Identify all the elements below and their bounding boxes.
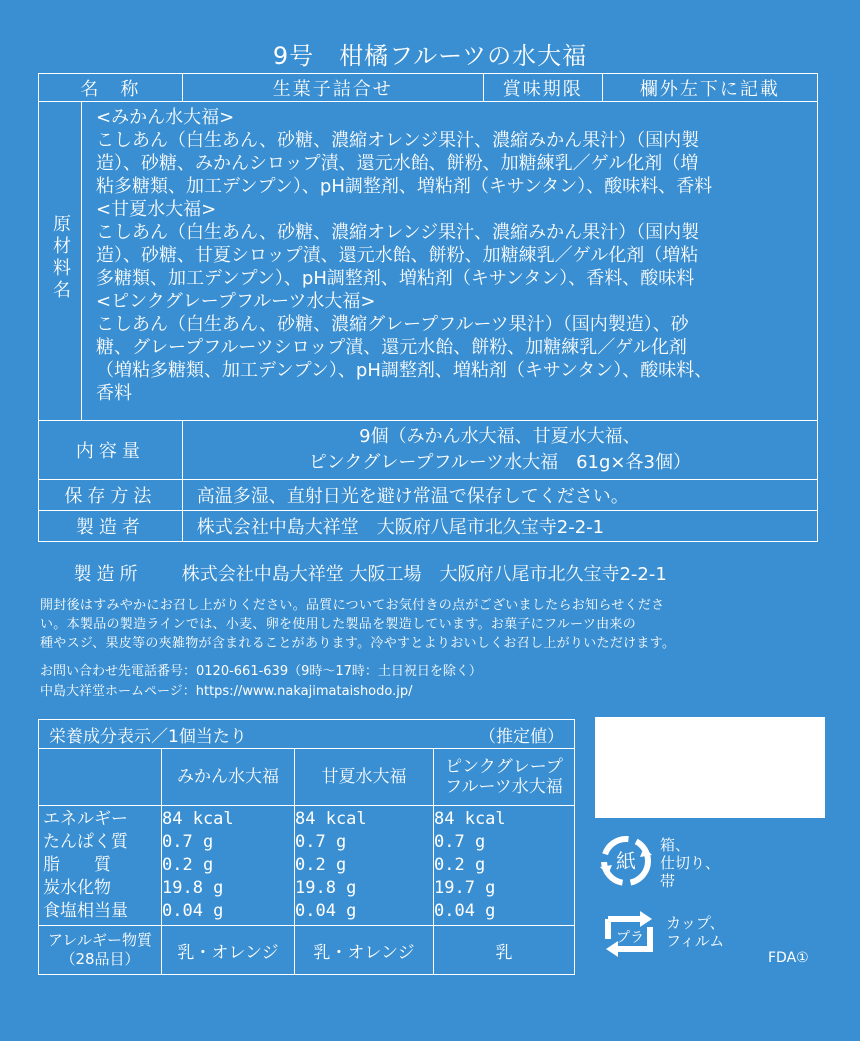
notes-line: 開封後はすみやかにお召し上がりください。品質についてお気付きの点がございましたらお知らせくださ [40,598,665,613]
nutrition-estimate: （推定値） [479,726,564,747]
ingredients-line: 粘多糖類、加工デンプン）、pH調整剤、増粘剤（キサンタン）、酸味料、香料 [96,176,713,197]
nutrition-items [39,806,162,926]
product-title: 9号 柑橘フルーツの水大福 [272,42,588,70]
contents-row [39,421,818,480]
nutrition-title: 栄養成分表示／1個当たり [49,726,247,747]
plant-line [40,560,820,586]
maker-label: 製造者 [39,511,183,542]
nutrient-value: 19.8 g [295,878,357,898]
ingredients-line: （増粘多糖類、加工デンプン）、pH調整剤、増粘剤（キサンタン）、酸味料、 [96,360,713,381]
label-table [38,73,818,542]
ingredients-line: 造）、砂糖、みかんシロップ漬、還元水飴、餅粉、加糖練乳／ゲル化剤（増 [96,153,699,174]
ingredients-line: <甘夏水大福> [96,199,217,220]
col-mikan: みかん水大福 [162,749,295,806]
expiry-value: 欄外左下に記載 [602,74,817,102]
pink-values [434,806,575,926]
ingredients-row [39,102,818,421]
storage-label: 保存方法 [39,480,183,511]
name-row [39,74,818,102]
col-pink-line-2: フルーツ水大福 [445,777,563,797]
nutrient-name: たんぱく質 [43,832,128,852]
nutrient-value: 0.2 g [295,855,347,875]
plastic-mark-text: プラ [616,930,644,946]
paper-mark-text: 紙 [616,849,636,873]
col-pink-line-1: ピンクグレープ [445,757,563,777]
nutrient-value: 0.04 g [434,901,496,921]
allergy-row [39,926,575,975]
storage-value: 高温多湿、直射日光を避け常温で保存してください。 [182,480,817,511]
ingredients-line: <ピンクグレープフルーツ水大福> [96,291,376,312]
allergy-label-2: （28品目） [60,950,140,968]
allergy-label [39,926,162,975]
lot-code: FDA① [768,950,809,966]
nutrition-header-row [39,749,575,806]
nutrient-name: 食塩相当量 [43,901,128,921]
maker-row [39,511,818,542]
paper-items [660,836,720,890]
contact-web: 中島大祥堂ホームページ：https://www.nakajimataishodo.jp/ [40,684,413,699]
ingredients-line: 香料 [96,383,132,404]
paper-recycle-mark [598,833,654,893]
paper-item: 箱、 [660,836,691,854]
nutrient-value: 0.7 g [434,832,486,852]
plastic-item: カップ、 [666,914,725,932]
col-pink [434,749,575,806]
storage-row [39,480,818,511]
nutrition-corner [39,749,162,806]
contents-line-2: ピンクグレープフルーツ水大福 61g×各3個） [308,452,691,473]
allergy-amanatsu: 乳・オレンジ [295,926,434,975]
ingredients-text [82,102,818,421]
ingredients-label-cell [39,102,82,421]
ingredients-line: <みかん水大福> [96,107,235,128]
plant-value: 株式会社中島大祥堂 大阪工場 大阪府八尾市北久宝寺2-2-1 [181,564,667,585]
plastic-recycle-mark [600,905,658,965]
allergy-label-1: アレルギー物質 [47,931,153,949]
plant-label: 製造所 [73,564,143,585]
name-label: 名 称 [39,74,183,102]
ingredients-line: こしあん（白生あん、砂糖、濃縮オレンジ果汁、濃縮みかん果汁）（国内製 [96,222,700,243]
nutrition-title-row [39,720,575,749]
nutrient-value: 19.8 g [162,878,224,898]
blank-label-area [595,717,825,818]
ingredients-label: 原材料名 [50,214,71,302]
contents-line-1: 9個（みかん水大福、甘夏水大福、 [359,426,641,447]
nutrient-value: 0.7 g [162,832,214,852]
maker-value: 株式会社中島大祥堂 大阪府八尾市北久宝寺2-2-1 [182,511,817,542]
nutrition-title-cell [39,720,575,749]
nutrient-value: 0.2 g [162,855,214,875]
ingredients-line: こしあん（白生あん、砂糖、濃縮オレンジ果汁、濃縮みかん果汁）（国内製 [96,130,700,151]
nutrition-values-row [39,806,575,926]
nutrient-name: 炭水化物 [43,878,111,898]
plastic-recycle-icon [600,905,658,961]
nutrient-value: 84 kcal [295,809,367,829]
paper-recycle-icon [598,833,654,889]
notes [40,596,675,653]
plastic-items [666,914,725,950]
notes-line: 種やスジ、果皮等の夾雑物が含まれることがあります。冷やすとよりおいしくお召し上がりいただけます。 [40,636,676,651]
paper-item: 仕切り、 [660,854,721,872]
nutrient-value: 0.2 g [434,855,486,875]
ingredients-line: 多糖類、加工デンプン）、pH調整剤、増粘剤（キサンタン）、香料、酸味料 [96,268,695,289]
allergy-pink: 乳 [434,926,575,975]
contact-phone: お問い合わせ先電話番号：0120-661-639（9時～17時：土日祝日を除く） [40,664,482,679]
nutrient-value: 0.04 g [162,901,224,921]
allergy-mikan: 乳・オレンジ [162,926,295,975]
nutrient-value: 84 kcal [162,809,234,829]
expiry-label: 賞味期限 [483,74,602,102]
ingredients-line: 造）、砂糖、甘夏シロップ漬、還元水飴、餅粉、加糖練乳／ゲル化剤（増粘 [96,245,699,266]
amanatsu-values [295,806,434,926]
nutrient-value: 0.7 g [295,832,347,852]
nutrient-name: 脂 質 [43,855,111,875]
nutrition-table [38,719,575,975]
ingredients-line: 糖、グレープフルーツシロップ漬、還元水飴、餅粉、加糖練乳／ゲル化剤 [96,337,687,358]
paper-item: 帯 [660,872,676,890]
mikan-values [162,806,295,926]
contents-value [182,421,817,480]
nutrient-name: エネルギー [43,809,128,829]
plastic-item: フィルム [666,932,725,950]
nutrient-value: 84 kcal [434,809,506,829]
contents-label: 内容量 [39,421,183,480]
col-amanatsu: 甘夏水大福 [295,749,434,806]
nutrient-value: 19.7 g [434,878,496,898]
name-value: 生菓子詰合せ [182,74,483,102]
contact-info [40,662,482,702]
ingredients-line: こしあん（白生あん、砂糖、濃縮グレープフルーツ果汁）（国内製造）、砂 [96,314,689,335]
nutrient-value: 0.04 g [295,901,357,921]
notes-line: い。本製品の製造ラインでは、小麦、卵を使用した製品を製造しています。お菓子にフルーツ由来の [40,617,637,632]
